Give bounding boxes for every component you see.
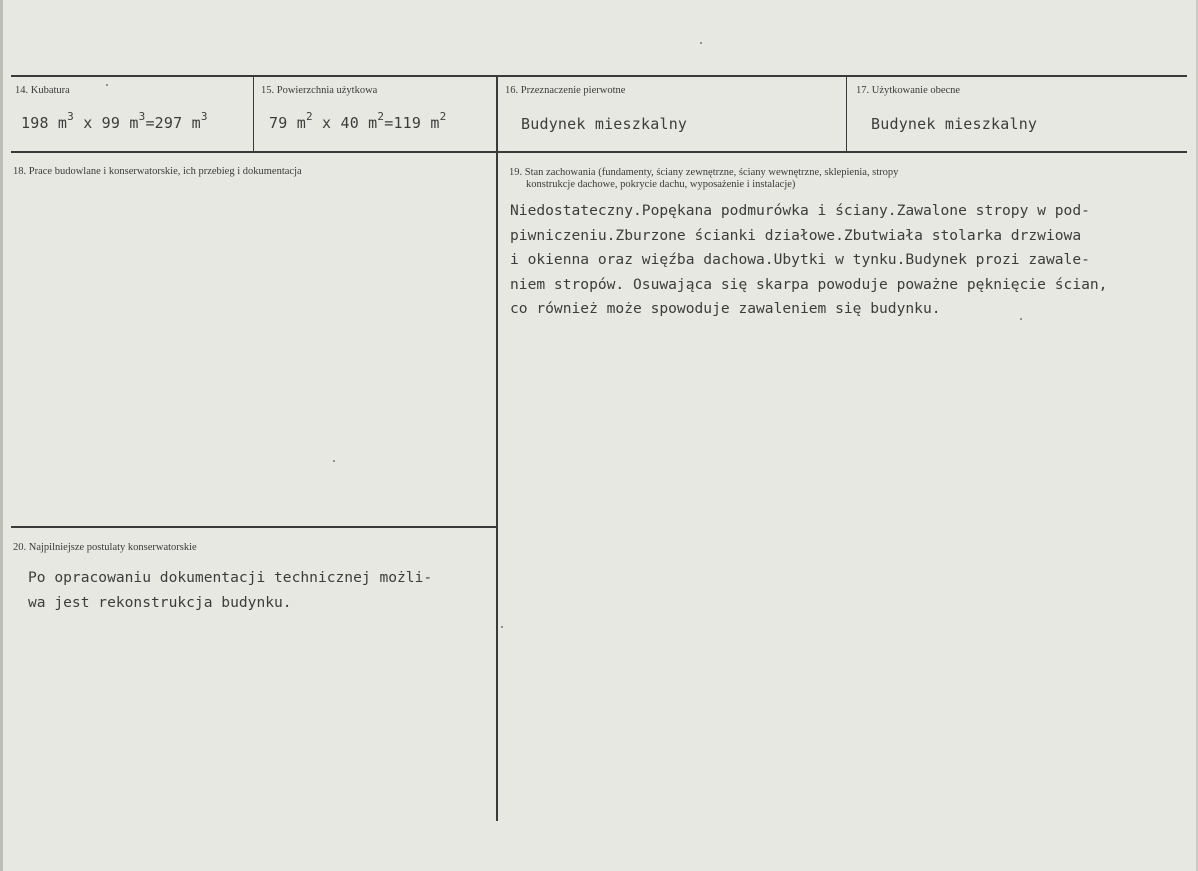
field-19-line: piwniczeniu.Zburzone ścianki działowe.Zbutwiała stolarka drzwiowa <box>510 226 1082 244</box>
field-17-label: 17. Użytkowanie obecne <box>856 85 961 96</box>
field-20-text <box>28 566 432 615</box>
field-20-label: 20. Najpilniejsze postulaty konserwatorskie <box>13 542 197 553</box>
divider-16-17 <box>846 76 847 152</box>
field-14-value: 198 $m^3$ x 99 $m^3=297$ $m^3$ <box>21 110 208 132</box>
field-14-label: 14. Kubatura <box>15 85 70 96</box>
field-19-line: niem stropów. Osuwająca się skarpa powoduje poważne pęknięcie ścian, <box>510 275 1108 293</box>
divider-14-15 <box>253 76 254 152</box>
speck <box>1020 318 1022 320</box>
speck <box>333 460 335 462</box>
field-15-label: 15. Powierzchnia użytkowa <box>261 85 378 96</box>
field-20-line: Po opracowaniu dokumentacji technicznej możli- <box>28 569 433 586</box>
field-19-text <box>510 199 1107 322</box>
field-17-value: Budynek mieszkalny <box>871 115 1038 133</box>
field-19-label-line1: 19. Stan zachowania (fundamenty, ściany zewnętrzne, ściany wewnętrzne, sklepienia, stropy <box>509 167 899 178</box>
speck <box>501 626 503 628</box>
field-19-label-line2: konstrukcje dachowe, pokrycie dachu, wyposażenie i instalacje) <box>526 179 796 190</box>
field-20-line: wa jest rekonstrukcja budynku. <box>28 593 292 611</box>
speck <box>106 84 108 86</box>
field-18-label: 18. Prace budowlane i konserwatorskie, ich przebieg i dokumentacja <box>13 166 302 177</box>
field-16-label: 16. Przeznaczenie pierwotne <box>505 85 626 96</box>
field-19-line: co również może spowoduje zawaleniem się budynku. <box>510 300 941 317</box>
field-16-value: Budynek mieszkalny <box>521 115 688 133</box>
field-19-line: i okienna oraz więźba dachowa.Ubytki w tynku.Budynek prozi zawale- <box>510 251 1090 268</box>
section-20-top-rule <box>11 526 496 528</box>
field-19-line: Niedostateczny.Popękana podmurówka i ściany.Zawalone stropy w pod- <box>510 202 1090 219</box>
top-rule <box>11 75 1187 77</box>
divider-main <box>496 76 498 821</box>
speck <box>700 42 702 44</box>
field-15-value: 79 $m^2$ x 40 $m^2=119$ $m^2$ <box>269 110 447 132</box>
row1-bottom-rule <box>11 151 1187 153</box>
